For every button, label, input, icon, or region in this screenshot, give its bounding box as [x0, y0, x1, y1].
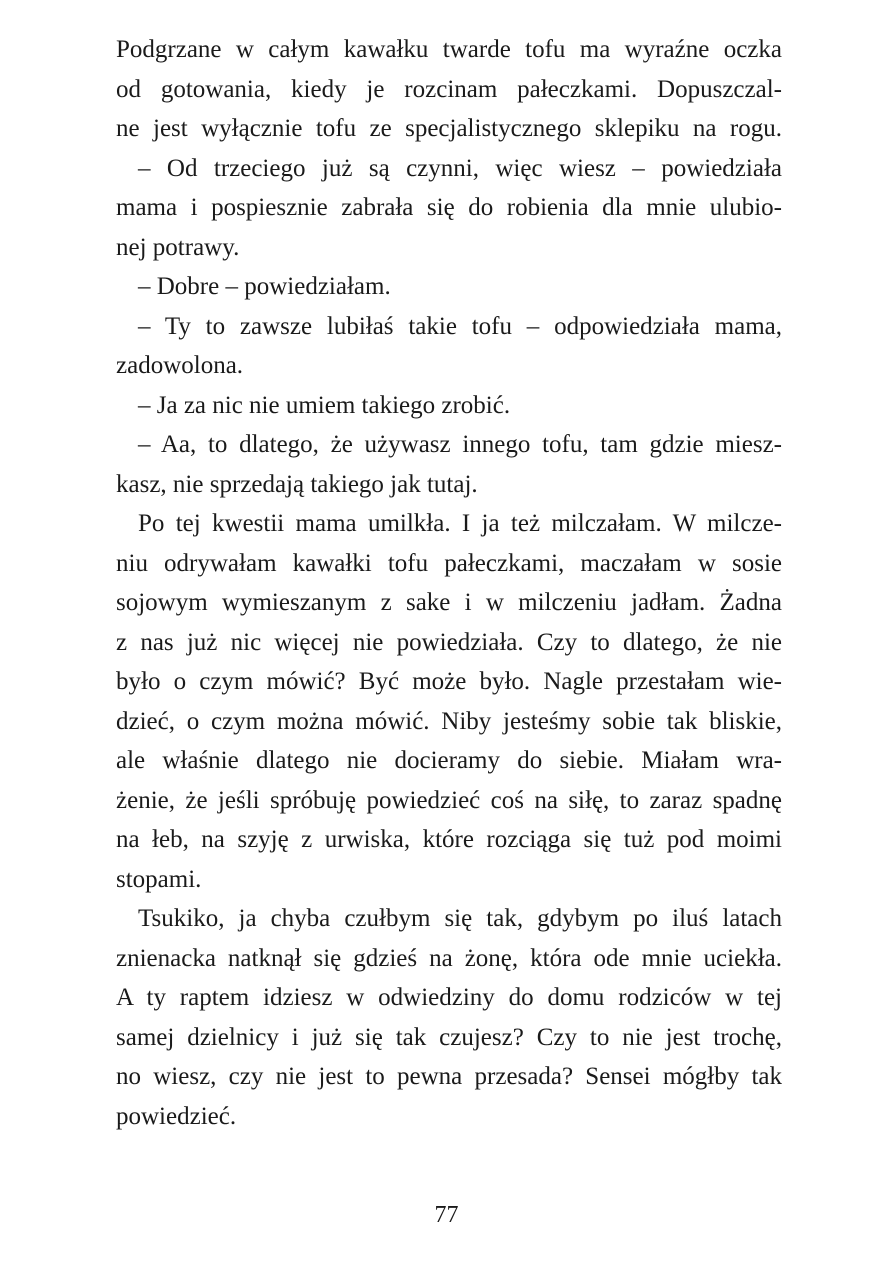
book-page-text [116, 30, 782, 1136]
text-line: znienacka natknął się gdzieś na żonę, która ode mnie uciekła. [116, 944, 782, 972]
text-line: mama i pospiesznie zabrała się do robienia dla mnie ulubio- [116, 194, 782, 221]
text-line: powiedzieć. [116, 1102, 237, 1130]
text-line: od gotowania, kiedy je rozcinam pałeczkami. Dopuszczal- [116, 75, 782, 103]
paragraph-start-line: Po tej kwestii mama umilkła. I ja też milczałam. W milcze- [138, 510, 782, 537]
text-line: żenie, że jeśli spróbuję powiedzieć coś na siłę, to zaraz spadnę [116, 786, 782, 814]
text-line: niu odrywałam kawałki tofu pałeczkami, maczałam w sosie [116, 549, 782, 577]
text-line: nej potrawy. [116, 233, 240, 261]
dialogue-line: – Ja za nic nie umiem takiego zrobić. [138, 391, 511, 419]
text-line: A ty raptem idziesz w odwiedziny do domu rodziców w tej [116, 984, 782, 1011]
paragraph-start-line: Tsukiko, ja chyba czułbym się tak, gdybym po iluś latach [138, 905, 782, 932]
dialogue-line: – Dobre – powiedziałam. [138, 273, 391, 300]
text-line: no wiesz, czy nie jest to pewna przesada? Sensei mógłby tak [116, 1063, 782, 1090]
text-line: ale właśnie dlatego nie docieramy do siebie. Miałam wra- [116, 747, 782, 774]
text-line: Podgrzane w całym kawałku twarde tofu ma wyraźne oczka [116, 36, 782, 63]
dialogue-line: – Aa, to dlatego, że używasz innego tofu, tam gdzie miesz- [138, 431, 782, 458]
page-number: 77 [434, 1202, 459, 1228]
text-line: stopami. [116, 865, 202, 893]
text-line: na łeb, na szyję z urwiska, które rozciąga się tuż pod moimi [116, 826, 782, 853]
text-line: dzieć, o czym można mówić. Niby jesteśmy sobie tak bliskie, [116, 707, 782, 735]
text-line: samej dzielnicy i już się tak czujesz? Czy to nie jest trochę, [116, 1023, 782, 1051]
dialogue-line: – Od trzeciego już są czynni, więc wiesz – powiedziała [138, 154, 782, 182]
text-line: było o czym mówić? Być może było. Nagle przestałam wie- [116, 668, 782, 695]
text-line: kasz, nie sprzedają takiego jak tutaj. [116, 470, 478, 498]
text-line: ne jest wyłącznie tofu ze specjalistycznego sklepiku na rogu. [116, 115, 782, 142]
text-line: zadowolona. [116, 352, 244, 379]
text-line: sojowym wymieszanym z sake i w milczeniu jadłam. Żadna [116, 589, 782, 616]
text-line: z nas już nic więcej nie powiedziała. Czy to dlatego, że nie [116, 628, 782, 656]
dialogue-line: – Ty to zawsze lubiłaś takie tofu – odpowiedziała mama, [138, 312, 782, 340]
